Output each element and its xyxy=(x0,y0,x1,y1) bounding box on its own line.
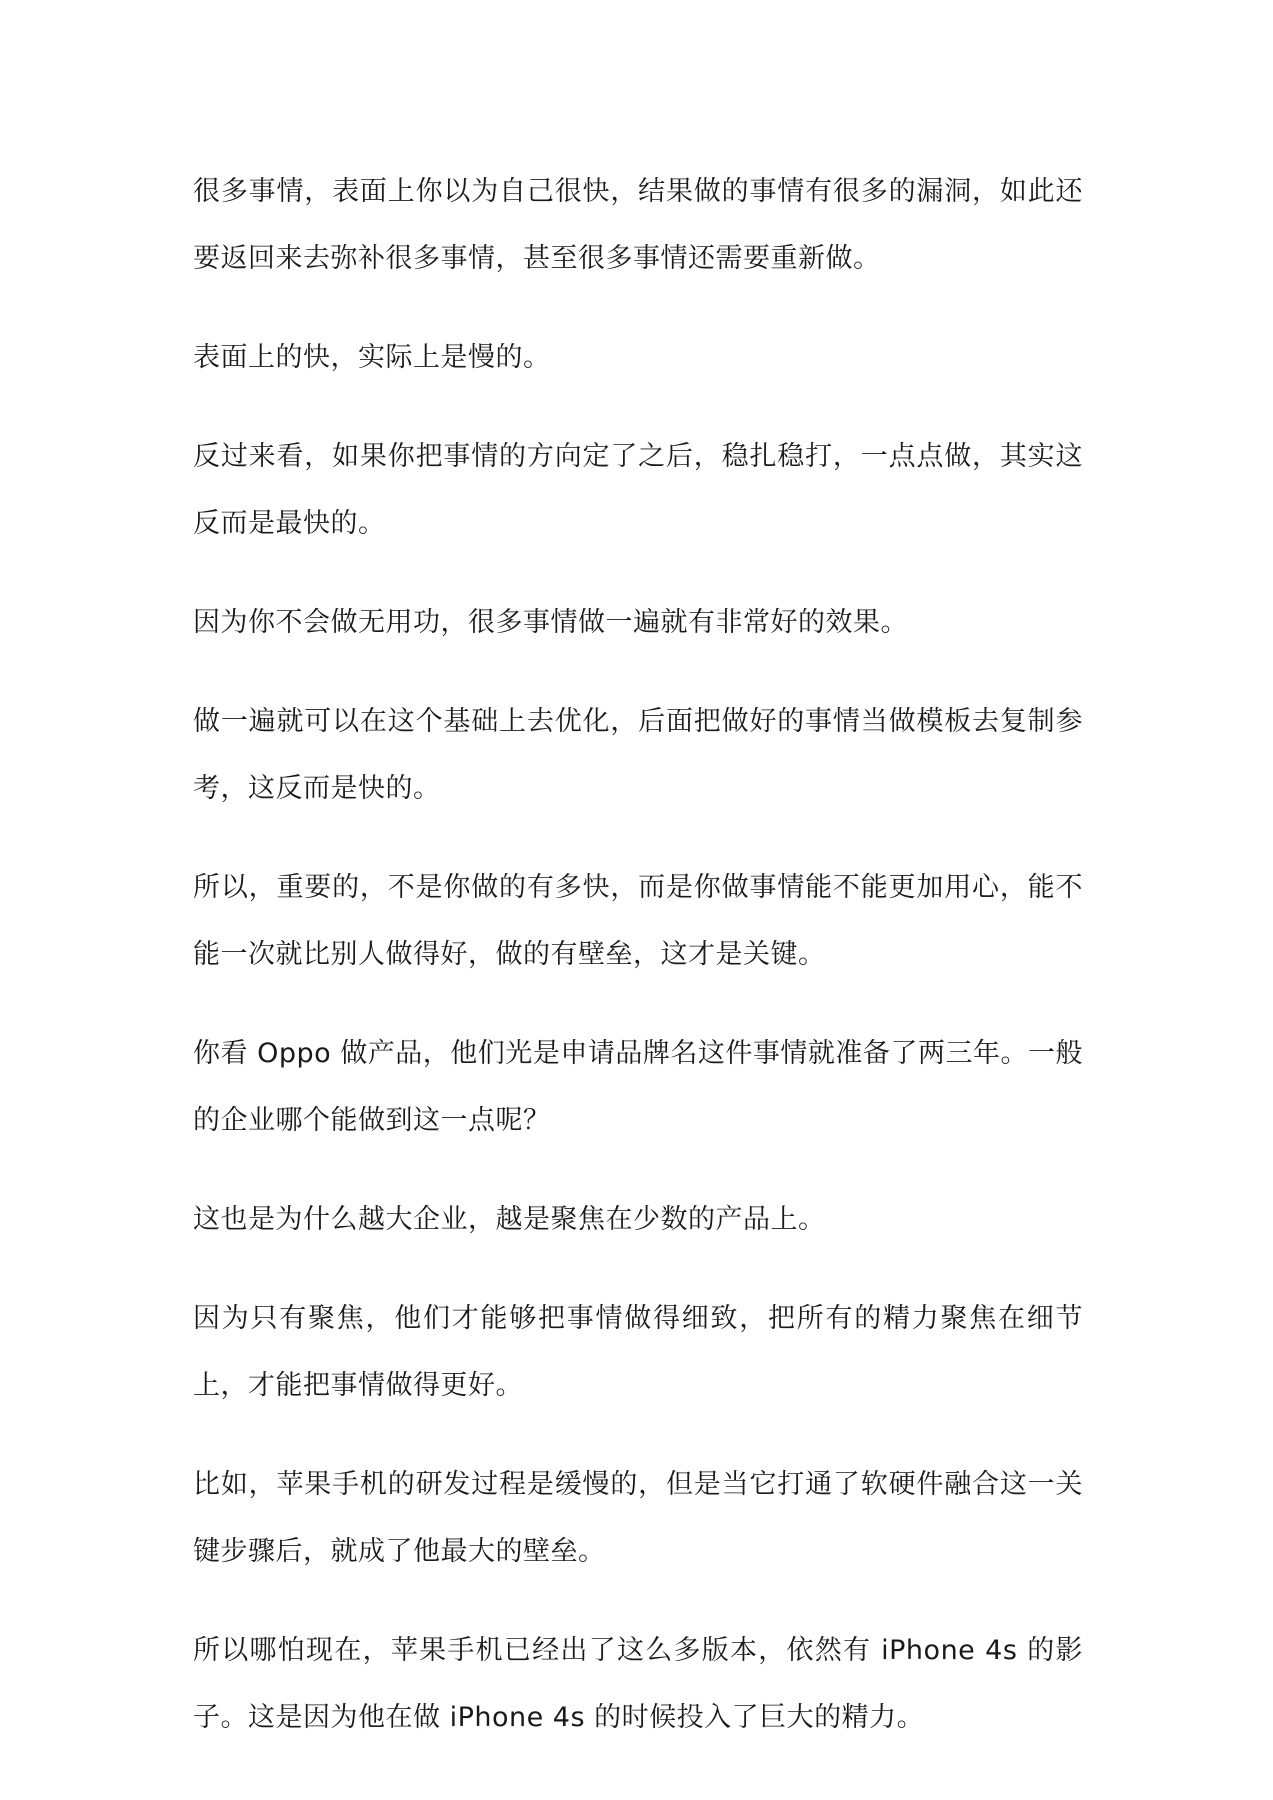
paragraph: 所以哪怕现在，苹果手机已经出了这么多版本，依然有 iPhone 4s 的影子。这是因为他在做 iPhone 4s 的时候投入了巨大的精力。 xyxy=(193,1635,1083,1733)
paragraph: 很多事情，表面上你以为自己很快，结果做的事情有很多的漏洞，如此还要返回来去弥补很多事情，甚至很多事情还需要重新做。 xyxy=(193,176,1083,274)
paragraph: 表面上的快，实际上是慢的。 xyxy=(193,342,551,373)
paragraph: 比如，苹果手机的研发过程是缓慢的，但是当它打通了软硬件融合这一关键步骤后，就成了他最大的壁垒。 xyxy=(193,1469,1083,1567)
paragraph: 因为只有聚焦，他们才能够把事情做得细致，把所有的精力聚焦在细节上，才能把事情做得更好。 xyxy=(193,1303,1083,1401)
document-body xyxy=(193,158,1083,1783)
paragraph: 反过来看，如果你把事情的方向定了之后，稳扎稳打，一点点做，其实这反而是最快的。 xyxy=(193,441,1083,539)
paragraph: 做一遍就可以在这个基础上去优化，后面把做好的事情当做模板去复制参考，这反而是快的。 xyxy=(193,706,1083,804)
paragraph: 所以，重要的，不是你做的有多快，而是你做事情能不能更加用心，能不能一次就比别人做得好，做的有壁垒，这才是关键。 xyxy=(193,872,1083,970)
paragraph: 这也是为什么越大企业，越是聚焦在少数的产品上。 xyxy=(193,1204,826,1235)
paragraph: 因为你不会做无用功，很多事情做一遍就有非常好的效果。 xyxy=(193,607,908,638)
paragraph: 你看 Oppo 做产品，他们光是申请品牌名这件事情就准备了两三年。一般的企业哪个能做到这一点呢？ xyxy=(193,1038,1083,1136)
